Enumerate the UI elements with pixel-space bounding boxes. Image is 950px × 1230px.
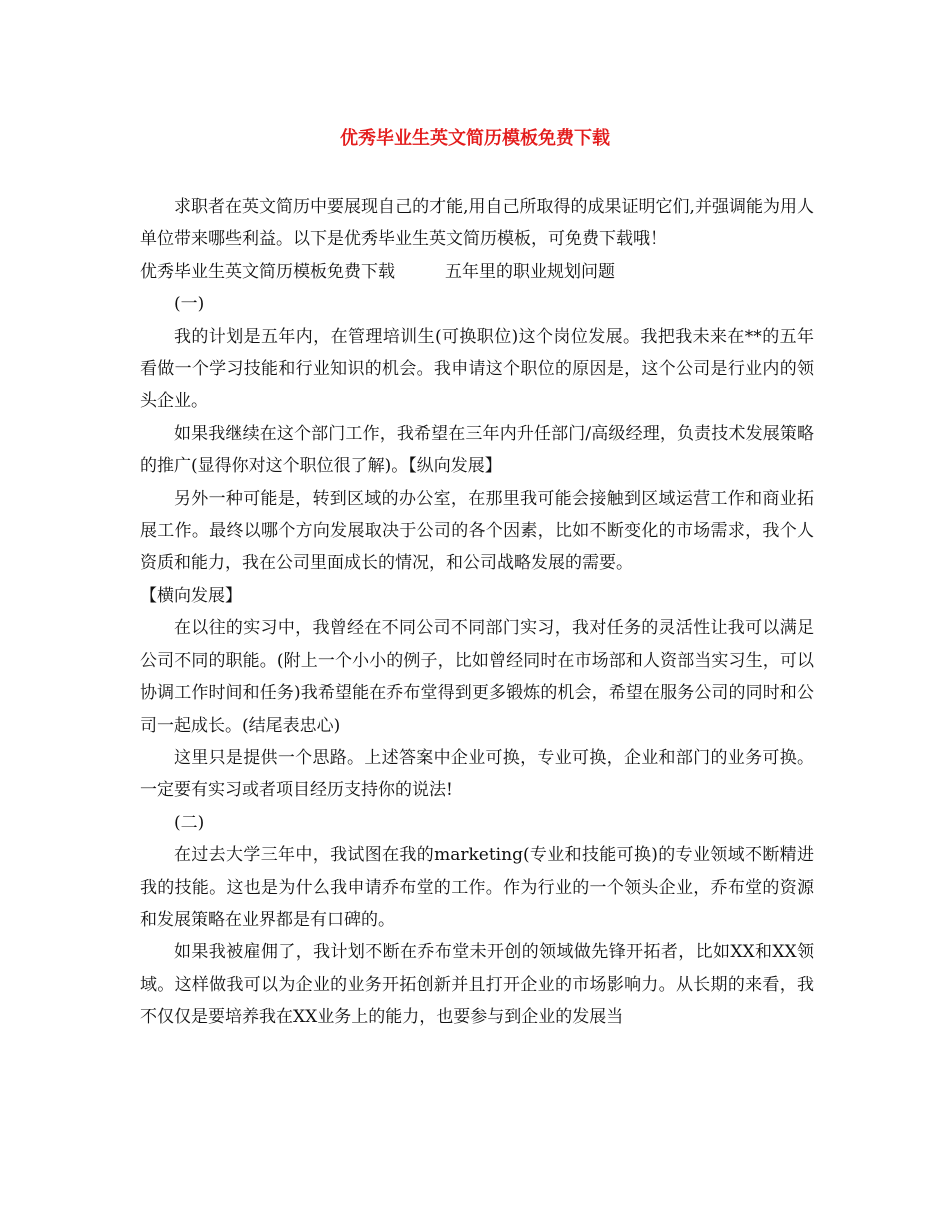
section1-paragraph-1: 我的计划是五年内，在管理培训生(可换职位)这个岗位发展。我把我未来在**的五年看做一个学习技能和行业知识的机会。我申请这个职位的原因是，这个公司是行业内的领头企业。 — [140, 326, 814, 412]
subheading-right: 五年里的职业规划问题 — [445, 261, 615, 282]
intro-paragraph: 求职者在英文简历中要展现自己的才能,用自己所取得的成果证明它们,并强调能为用人单位带来哪些利益。以下是优秀毕业生英文简历模板，可免费下载哦！ — [140, 197, 814, 250]
section1-paragraph-4: 在以往的实习中，我曾经在不同公司不同部门实习，我对任务的灵活性让我可以满足公司不同的职能。(附上一个小小的例子，比如曾经同时在市场部和人资部当实习生，可以协调工作时间和任务)我希望能在乔布堂得到更多锻炼的机会，希望在服务公司的同时和公司一起成长。(结尾表忠心) — [140, 618, 814, 736]
section1-paragraph-5: 这里只是提供一个思路。上述答案中企业可换，专业可换，企业和部门的业务可换。一定要有实习或者项目经历支持你的说法! — [140, 747, 814, 801]
section1-paragraph-3: 另外一种可能是，转到区域的办公室，在那里我可能会接触到区域运营工作和商业拓展工作。最终以哪个方向发展取决于公司的各个因素，比如不断变化的市场需求，我个人资质和能力，我在公司里面成长的情况，和公司战略发展的需要。 — [140, 488, 814, 574]
section1-marker: (一) — [174, 294, 205, 315]
document-body — [140, 191, 814, 1034]
document-title: 优秀毕业生英文简历模板免费下载 — [340, 128, 610, 149]
section2-paragraph-2: 如果我被雇佣了，我计划不断在乔布堂未开创的领域做先锋开拓者，比如XX和XX领域。这样做我可以为企业的业务开拓创新并且打开企业的市场影响力。从长期的来看，我不仅仅是要培养我在XX业务上的能力，也要参与到企业的发展当 — [140, 942, 814, 1028]
section1-paragraph-2: 如果我继续在这个部门工作，我希望在三年内升任部门/高级经理，负责技术发展策略的推广(显得你对这个职位很了解)。【纵向发展】 — [140, 423, 814, 477]
section1-paragraph-3-tag: 【横向发展】 — [140, 585, 242, 606]
subheading-left: 优秀毕业生英文简历模板免费下载 — [140, 261, 395, 282]
subheading-line — [140, 256, 814, 288]
section2-paragraph-1: 在过去大学三年中，我试图在我的marketing(专业和技能可换)的专业领域不断精进我的技能。这也是为什么我申请乔布堂的工作。作为行业的一个领头企业，乔布堂的资源和发展策略在业界都是有口碑的。 — [140, 845, 814, 930]
section2-marker: (二) — [174, 812, 205, 833]
